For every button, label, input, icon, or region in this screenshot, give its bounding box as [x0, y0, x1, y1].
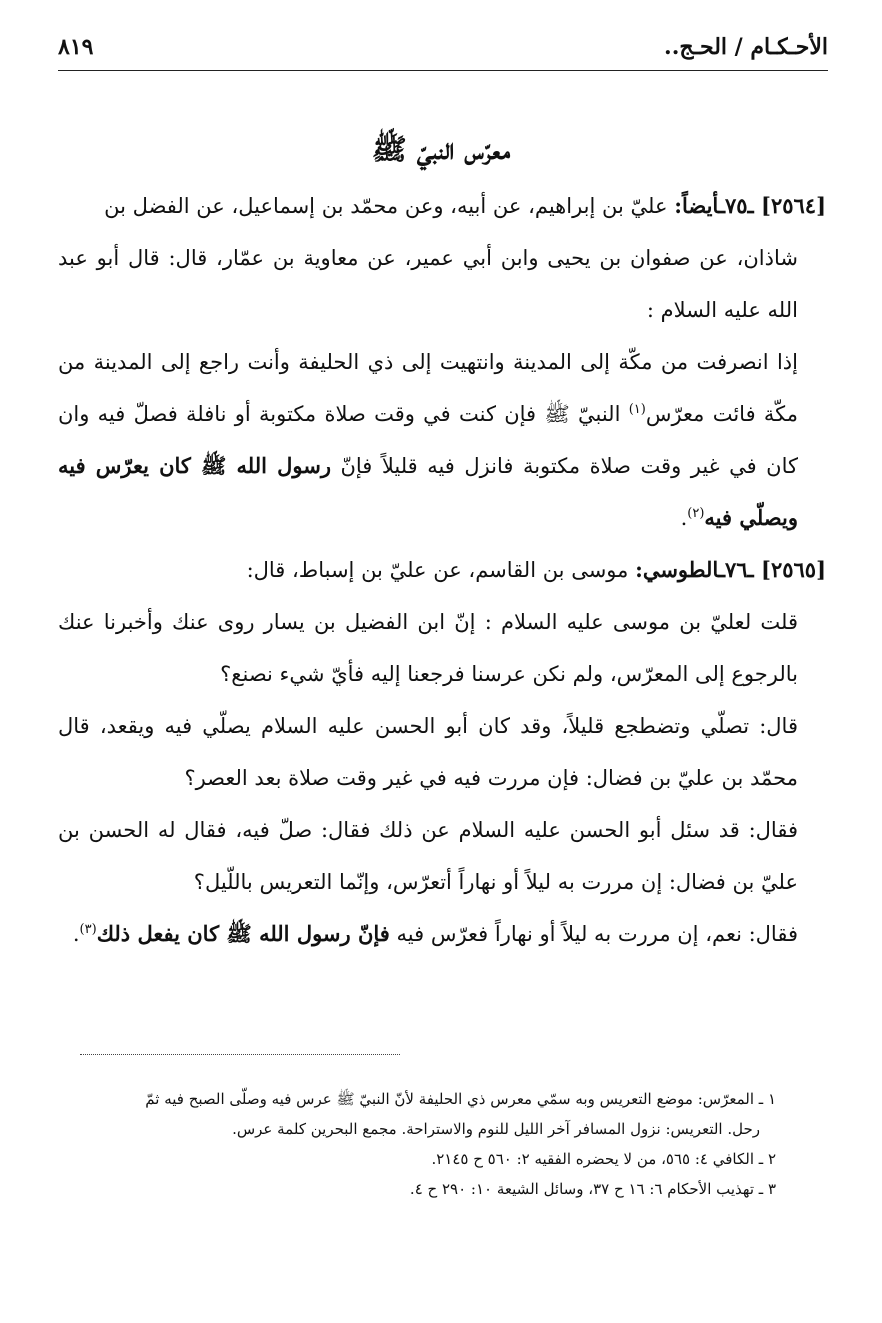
- hadith-2564-text: [58, 336, 826, 544]
- section-title: معرّس النبيّ ﷺ: [371, 132, 511, 166]
- footnote-ref-2: (٢): [687, 506, 705, 521]
- hadith-2565-p3: فقال: قد سئل أبو الحسن عليه السلام عن ذلك فقال: صلّ فيه، فقال له الحسن بن عليّ بن فضال: إن مررت به ليلاً أو نهاراً أتعرّس، وإنّما التعريس باللّيل؟: [58, 818, 798, 894]
- hadith-2564-chain: [58, 180, 826, 232]
- hadith-chain-line: عليّ بن إبراهيم، عن أبيه، وعن محمّد بن إسماعيل، عن الفضل بن: [104, 194, 675, 218]
- page-header: [58, 30, 828, 71]
- hadith-end-punct: .: [680, 506, 688, 530]
- footnote-1: ١ ـ المعرّس: موضع التعريس وبه سمّي معرس ذي الحليفة لأنّ النبيّ ﷺ عرس فيه وصلّى الصبح فيه ثمّ: [145, 1090, 776, 1108]
- footnote-1-cont: رحل. التعريس: نزول المسافر آخر الليل للنوم والاستراحة. مجمع البحرين كلمة عرس.: [232, 1120, 760, 1138]
- hadith-end-punct: .: [72, 922, 80, 946]
- hadith-2564-chain-cont: شاذان، عن صفوان بن يحيى وابن أبي عمير، عن معاوية بن عمّار، قال: قال أبو عبد الله عليه السلام :: [58, 246, 798, 322]
- footnote-divider: [80, 1054, 400, 1055]
- page-number: ٨١٩: [58, 34, 94, 60]
- main-text: [58, 180, 826, 960]
- hadith-text-emphasis: فإنّ رسول الله ﷺ كان يفعل ذلك: [96, 921, 390, 946]
- running-head: الأحـكـام / الحـج..: [664, 34, 828, 60]
- hadith-number: [٢٥٦٥] ـ٧٦ـ: [718, 557, 826, 582]
- hadith-narrator: الطوسي:: [635, 557, 719, 582]
- hadith-text: إذا انصرفت من مكّة إلى المدينة وانتهيت إلى ذي الحليفة وأنت راجع إلى المدينة من مكّة فائت معرّس: [58, 350, 798, 426]
- hadith-2565-p4: [58, 908, 826, 960]
- hadith-text-emphasis: رسول الله ﷺ كان يعرّس فيه ويصلّي فيه: [58, 453, 798, 530]
- footnotes: [58, 1084, 776, 1204]
- footnote-ref-1: (١): [628, 402, 646, 417]
- hadith-2565-chain: [58, 544, 826, 596]
- hadith-text: فقال: نعم، إن مررت به ليلاً أو نهاراً فعرّس فيه: [389, 922, 798, 946]
- footnote-2: ٢ ـ الكافي ٤: ٥٦٥، من لا يحضره الفقيه ٢: ٥٦٠ ح ٢١٤٥.: [431, 1150, 776, 1168]
- footnote-ref-3: (٣): [79, 922, 97, 937]
- hadith-narrator: أيضاً:: [674, 193, 719, 218]
- hadith-number: [٢٥٦٤] ـ٧٥ـ: [718, 193, 826, 218]
- hadith-text-cont: النبيّ ﷺ فإن كنت في وقت صلاة مكتوبة أو نافلة فصلّ فيه وان كان في غير وقت صلاة مكتوبة فانزل فيه قليلاً فإنّ: [58, 402, 798, 478]
- hadith-2565-p2: قال: تصلّي وتضطجع قليلاً، وقد كان أبو الحسن عليه السلام يصلّي فيه ويقعد، قال محمّد بن عليّ بن فضال: فإن مررت فيه في غير وقت صلاة بعد العصر؟: [58, 714, 798, 790]
- footnote-3: ٣ ـ تهذيب الأحكام ٦: ١٦ ح ٣٧، وسائل الشيعة ١٠: ٢٩٠ ح ٤.: [409, 1180, 776, 1198]
- hadith-2565-p1: قلت لعليّ بن موسى عليه السلام : إنّ ابن الفضيل بن يسار روى عنك وأخبرنا عنك بالرجوع إلى المعرّس، ولم نكن عرسنا فرجعنا إليه فأيّ شيء نصنع؟: [58, 610, 798, 686]
- hadith-chain-line: موسى بن القاسم، عن عليّ بن إسباط، قال:: [246, 558, 636, 582]
